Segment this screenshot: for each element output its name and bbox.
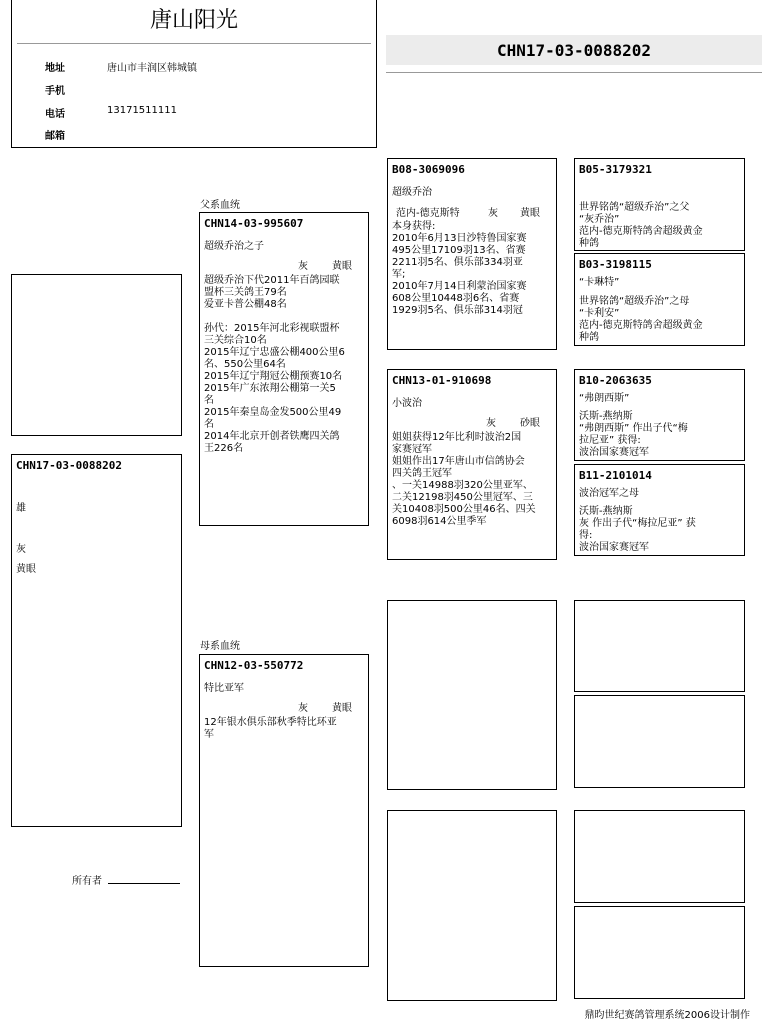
sire-note: 2015年辽宁翔冠公棚预赛10名 (204, 371, 343, 382)
email-label: 邮箱 (45, 131, 65, 142)
ssd-ring: B03-3198115 (579, 258, 652, 271)
ss-note: 495公里17109羽13名、省赛 (392, 245, 526, 256)
sd-note: 姐姐作出17年唐山市信鸽协会 (392, 456, 525, 467)
sire-section-label: 父系血统 (200, 200, 240, 211)
owner-sign-line (108, 883, 180, 884)
sire-note: 2015年广东浓翔公棚第一关5 (204, 383, 336, 394)
owner-name: 唐山阳光 (149, 8, 238, 33)
sds-line: “弗朗西斯” (579, 393, 630, 404)
sd-color: 灰 (486, 418, 496, 429)
mobile-label: 手机 (45, 86, 65, 97)
sire-note: 2015年秦皇岛金发500公里49 (204, 407, 342, 418)
dam-section-label: 母系血统 (200, 641, 240, 652)
sire-note: 2014年北京开创者铁鹰四关鸽 (204, 431, 340, 442)
ss-name: 超级乔治 (392, 187, 432, 198)
sdd-line: 灰 作出子代“梅拉尼亚” 获 (579, 518, 696, 529)
ss-note: 1929羽5名、俱乐部314羽冠 (392, 305, 523, 316)
ss-color: 灰 (488, 208, 498, 219)
sire-name: 超级乔治之子 (204, 241, 264, 252)
sire-note: 名 (204, 395, 214, 406)
sd-note: 姐姐获得12年比利时波治2国 (392, 432, 522, 443)
sd-notes (392, 432, 556, 528)
sire-color: 灰 (298, 261, 308, 272)
subject-ring: CHN17-03-0088202 (16, 459, 122, 472)
dam-eye: 黄眼 (332, 703, 352, 714)
sd-ring: CHN13-01-910698 (392, 374, 492, 387)
sd-note: 6098羽614公里季军 (392, 516, 487, 527)
phone-value: 13171511111 (107, 105, 177, 116)
subject-sex: 雄 (16, 503, 26, 514)
ssd-line: 世界铭鸽“超级乔治”之母 (579, 296, 690, 307)
address-value: 唐山市丰润区韩城镇 (107, 63, 197, 74)
sd-note: 家赛冠军 (392, 444, 432, 455)
sire-eye: 黄眼 (332, 261, 352, 272)
ring-banner-text: CHN17-03-0088202 (496, 41, 652, 60)
dam-name: 特比亚军 (204, 683, 244, 694)
ss-notes (392, 221, 556, 317)
sire-note: 三关综合10名 (204, 335, 267, 346)
sds-line: 沃斯-燕纳斯 (579, 411, 633, 422)
sire-note: 孙代：2015年河北彩视联盟杯 (204, 323, 340, 334)
dam-notes (204, 717, 368, 741)
sds-line: “弗朗西斯” 作出子代“梅 (579, 423, 688, 434)
sd-name: 小波治 (392, 398, 422, 409)
sire-note: 爱亚卡普公棚48名 (204, 299, 287, 310)
sds-lines (579, 393, 744, 459)
sdd-ring: B11-2101014 (579, 469, 652, 482)
sire-note: 名、550公里64名 (204, 359, 286, 370)
sss-ring: B05-3179321 (579, 163, 652, 176)
ss-breeder: 范内-德克斯特 (396, 208, 460, 219)
sds-box (574, 369, 745, 461)
dss-box (574, 600, 745, 692)
sss-line: “灰乔治” (579, 214, 620, 225)
sdd-lines (579, 488, 744, 554)
dam-note: 军 (204, 729, 214, 740)
sire-note: 王226名 (204, 443, 244, 454)
sss-box (574, 158, 745, 251)
dam-ring: CHN12-03-550772 (204, 659, 304, 672)
ssd-line: “卡琳特” (579, 277, 620, 288)
ssd-line: 种鸽 (579, 332, 599, 343)
ssd-lines (579, 277, 744, 344)
ss-note: 2010年6月13日沙特鲁国家赛 (392, 233, 527, 244)
ssd-box (574, 253, 745, 346)
sire-note: 名 (204, 419, 214, 430)
subject-eye: 黄眼 (16, 564, 36, 575)
sire-note: 盟杯三关鸽王79名 (204, 287, 287, 298)
ss-note: 2010年7月14日利蒙治国家赛 (392, 281, 527, 292)
sd-eye: 砂眼 (520, 418, 540, 429)
owner-divider (17, 43, 371, 44)
sdd-box (574, 464, 745, 556)
sdd-line: 得: (579, 530, 593, 541)
sdd-line: 波治冠军之母 (579, 488, 639, 499)
ss-note: 608公里10448羽6名、省赛 (392, 293, 520, 304)
ss-ring: B08-3069096 (392, 163, 465, 176)
sds-ring: B10-2063635 (579, 374, 652, 387)
sd-note: 关10408羽500公里46名、四关 (392, 504, 536, 515)
ddd-box (574, 906, 745, 999)
sdd-line: 波治国家赛冠军 (579, 542, 649, 553)
banner-underline (386, 72, 762, 73)
photo-frame (11, 274, 182, 436)
ss-note: 军; (392, 269, 406, 280)
sire-note: 超级乔治下代2011年百鸽园联 (204, 275, 340, 286)
ss-box (387, 158, 557, 350)
ssd-line: “卡利安” (579, 308, 620, 319)
ss-eye: 黄眼 (520, 208, 540, 219)
sire-note: 2015年辽宁忠盛公棚400公里6 (204, 347, 345, 358)
sd-box (387, 369, 557, 560)
owner-sign-label: 所有者 (72, 876, 102, 887)
dam-box (199, 654, 369, 967)
sss-line: 范内-德克斯特鸽舍超级黄金 (579, 226, 703, 237)
subject-color: 灰 (16, 544, 26, 555)
dam-note: 12年银水俱乐部秋季特比环亚 (204, 717, 337, 728)
sds-line: 波治国家赛冠军 (579, 447, 649, 458)
address-label: 地址 (45, 63, 65, 74)
owner-card (11, 0, 377, 148)
dam-color: 灰 (298, 703, 308, 714)
sss-line: 种鸽 (579, 238, 599, 249)
sdd-line: 沃斯-燕纳斯 (579, 506, 633, 517)
sire-note (204, 311, 368, 323)
subject-box (11, 454, 182, 827)
ss-note: 2211羽5名、俱乐部334羽亚 (392, 257, 523, 268)
dds-box (574, 810, 745, 903)
sd-note: 、一关14988羽320公里亚军、 (392, 480, 533, 491)
sire-ring: CHN14-03-995607 (204, 217, 304, 230)
sss-line: 世界铭鸽“超级乔治”之父 (579, 202, 690, 213)
footer-credit: 鼎昀世纪赛鸽管理系统2006设计制作 (584, 1010, 750, 1021)
sire-box (199, 212, 369, 526)
sire-notes (204, 275, 368, 455)
dsd-box (574, 695, 745, 788)
ds-box (387, 600, 557, 790)
ss-note: 本身获得: (392, 221, 436, 232)
ssd-line: 范内-德克斯特鸽舍超级黄金 (579, 320, 703, 331)
phone-label: 电话 (45, 109, 65, 120)
sd-note: 二关12198羽450公里冠军、三 (392, 492, 533, 503)
sd-note: 四关鸽王冠军 (392, 468, 452, 479)
sds-line: 拉尼亚” 获得: (579, 435, 641, 446)
sss-lines (579, 202, 744, 250)
dd-box (387, 810, 557, 1001)
